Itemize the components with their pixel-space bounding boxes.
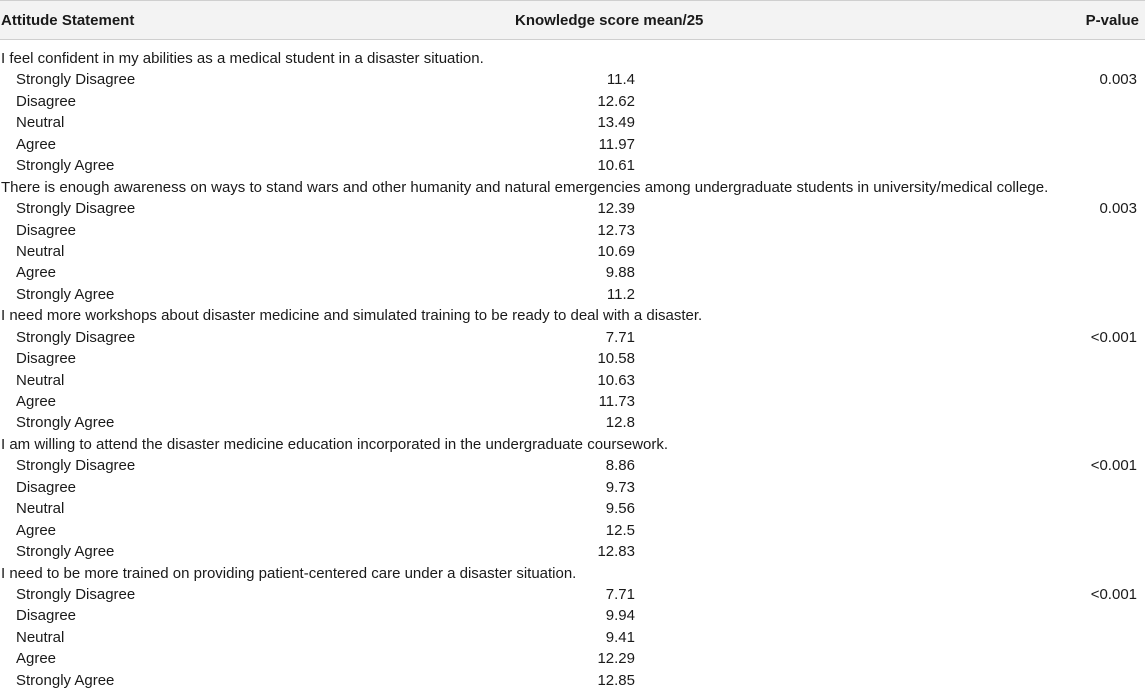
table-row	[0, 156, 1145, 177]
knowledge-mean: 9.41	[605, 628, 635, 646]
table-row	[0, 649, 1145, 670]
knowledge-mean: 10.58	[597, 350, 635, 368]
knowledge-mean: 12.85	[597, 671, 635, 689]
statement-row	[0, 306, 1145, 327]
knowledge-mean: 10.69	[597, 242, 635, 260]
response-label: Disagree	[16, 607, 77, 625]
statement-row	[0, 49, 1145, 70]
table-row	[0, 456, 1145, 477]
table-row	[0, 392, 1145, 413]
p-value: <0.001	[1090, 328, 1137, 346]
response-label: Agree	[16, 521, 57, 539]
table-row	[0, 542, 1145, 563]
p-value: 0.003	[1099, 200, 1137, 218]
knowledge-mean: 11.2	[606, 285, 635, 303]
knowledge-mean: 9.56	[605, 500, 635, 518]
table-row	[0, 263, 1145, 284]
knowledge-mean: 7.71	[605, 328, 635, 346]
table-row	[0, 478, 1145, 499]
knowledge-mean: 12.5	[605, 521, 635, 539]
knowledge-mean: 11.97	[598, 135, 635, 153]
response-label: Agree	[16, 264, 57, 282]
knowledge-mean: 12.29	[597, 650, 635, 668]
table-row	[0, 221, 1145, 242]
attitude-statement: I need more workshops about disaster medicine and simulated training to be ready to deal with a disaster.	[1, 307, 703, 325]
attitude-statement: I need to be more trained on providing patient-centered care under a disaster situation.	[1, 564, 577, 582]
table-row	[0, 113, 1145, 134]
response-label: Agree	[16, 393, 57, 410]
table-header	[0, 0, 1145, 40]
knowledge-mean: 12.83	[597, 543, 635, 561]
knowledge-mean: 12.8	[605, 414, 635, 432]
response-label: Strongly Agree	[16, 157, 115, 175]
knowledge-mean: 12.73	[597, 221, 635, 239]
table-row	[0, 349, 1145, 370]
response-label: Neutral	[16, 628, 65, 646]
knowledge-mean: 10.61	[597, 157, 635, 175]
response-label: Strongly Disagree	[16, 457, 136, 475]
statement-row	[0, 435, 1145, 456]
table-row	[0, 135, 1145, 156]
response-label: Neutral	[16, 500, 65, 518]
p-value: <0.001	[1090, 457, 1137, 475]
response-label: Strongly Agree	[16, 671, 115, 689]
knowledge-mean: 11.73	[598, 393, 635, 410]
knowledge-mean: 7.71	[605, 585, 635, 603]
table-row	[0, 242, 1145, 263]
header-knowledge-score: Knowledge score mean/25	[515, 12, 704, 29]
knowledge-mean: 11.4	[606, 71, 635, 89]
knowledge-mean: 12.39	[597, 200, 635, 218]
table-row	[0, 70, 1145, 91]
response-label: Neutral	[16, 242, 65, 260]
knowledge-mean: 13.49	[597, 114, 635, 132]
response-label: Neutral	[16, 371, 65, 389]
knowledge-mean: 9.88	[605, 264, 635, 282]
attitude-statement: I am willing to attend the disaster medicine education incorporated in the undergraduate coursework.	[1, 435, 669, 453]
table-body	[0, 49, 1145, 692]
table-row	[0, 585, 1145, 606]
response-label: Strongly Disagree	[16, 71, 136, 89]
attitude-statement: I feel confident in my abilities as a medical student in a disaster situation.	[1, 50, 484, 67]
knowledge-mean: 12.62	[597, 92, 635, 110]
table-row	[0, 499, 1145, 520]
response-label: Agree	[16, 135, 57, 153]
table-row	[0, 328, 1145, 349]
response-label: Strongly Agree	[16, 285, 115, 303]
response-label: Strongly Agree	[16, 543, 115, 561]
knowledge-mean: 10.63	[597, 371, 635, 389]
response-label: Strongly Disagree	[16, 328, 136, 346]
response-label: Disagree	[16, 92, 77, 110]
table-row	[0, 199, 1145, 220]
statement-row	[0, 564, 1145, 585]
p-value: 0.003	[1099, 71, 1137, 89]
table-row	[0, 285, 1145, 306]
p-value: <0.001	[1090, 585, 1137, 603]
table-row	[0, 606, 1145, 627]
table-row	[0, 521, 1145, 542]
header-p-value: P-value	[1085, 12, 1139, 29]
knowledge-mean: 9.73	[605, 478, 635, 496]
knowledge-mean: 8.86	[605, 457, 635, 475]
table-row	[0, 371, 1145, 392]
table-row	[0, 671, 1145, 692]
response-label: Disagree	[16, 350, 77, 368]
header-attitude-statement: Attitude Statement	[1, 12, 135, 29]
statement-row	[0, 178, 1145, 199]
table-row	[0, 628, 1145, 649]
response-label: Disagree	[16, 478, 77, 496]
response-label: Disagree	[16, 221, 77, 239]
response-label: Strongly Disagree	[16, 200, 136, 218]
table-row	[0, 413, 1145, 434]
response-label: Strongly Disagree	[16, 585, 136, 603]
table-row	[0, 92, 1145, 113]
knowledge-mean: 9.94	[605, 607, 635, 625]
response-label: Agree	[16, 650, 57, 668]
attitude-statement: There is enough awareness on ways to stand wars and other humanity and natural emergencies among undergraduate students in university/medical college.	[1, 178, 1049, 196]
response-label: Strongly Agree	[16, 414, 115, 432]
response-label: Neutral	[16, 114, 65, 132]
